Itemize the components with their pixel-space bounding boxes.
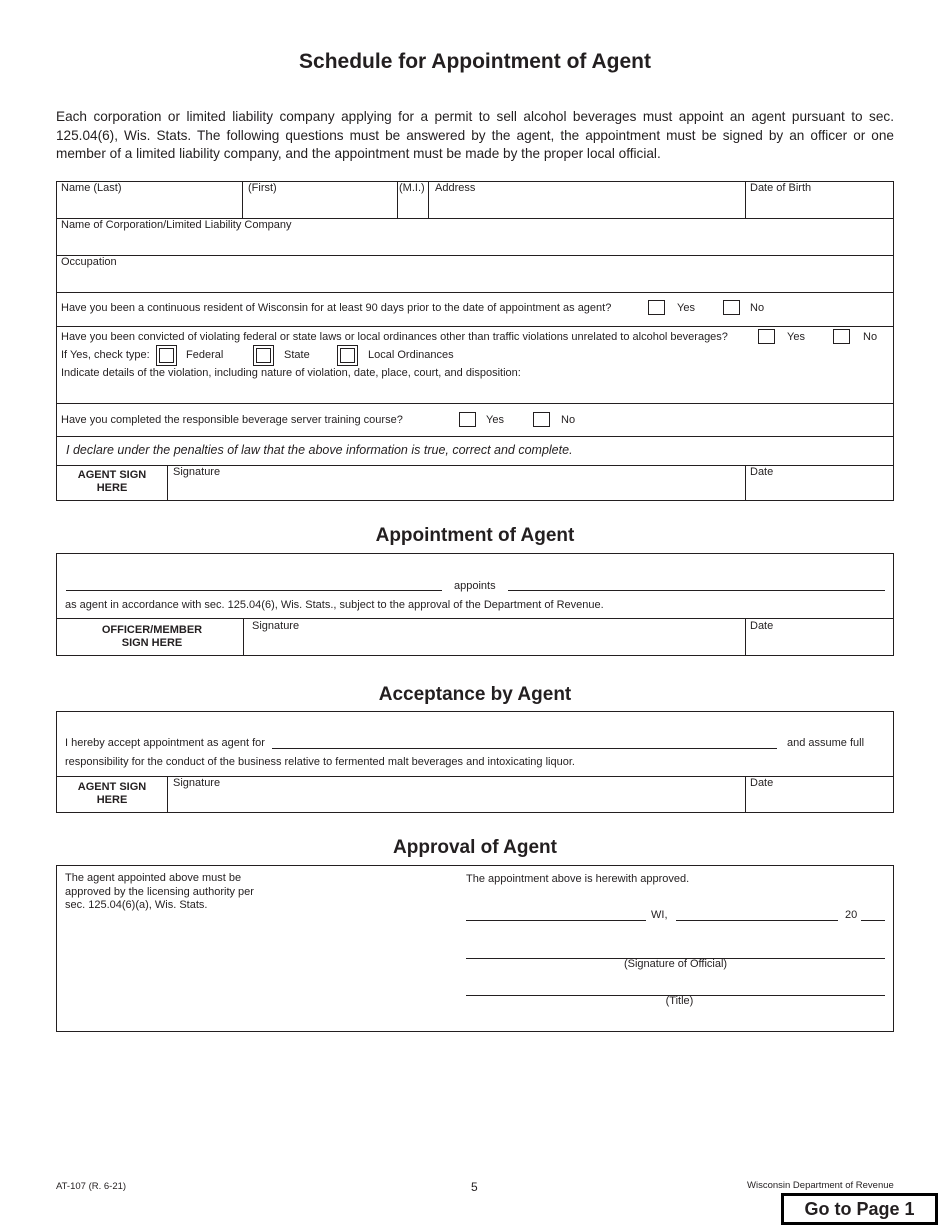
training-question: Have you completed the responsible beverage server training course? — [61, 414, 403, 426]
convicted-yes-checkbox[interactable] — [758, 329, 775, 344]
resident-question: Have you been a continuous resident of Wisconsin for at least 90 days prior to the date of appointment as agent? — [61, 302, 612, 314]
wi-label: WI, — [651, 909, 668, 921]
acceptance-date-field[interactable]: Date — [750, 777, 774, 789]
training-no-checkbox[interactable] — [533, 412, 550, 427]
declaration-text: I declare under the penalties of law that the above information is true, correct and complete. — [66, 443, 573, 457]
occupation-field[interactable]: Occupation — [61, 256, 117, 268]
intro-paragraph: Each corporation or limited liability company applying for a permit to sell alcohol beverages must appoint an agent pursuant to sec. 125.04(6), Wis. Stats. The following questions must be answered by the agent, the appointment must be signed by an officer or one member of a limited liability company, and the appointment must be made by the proper local official. — [56, 109, 894, 161]
year-line[interactable] — [861, 920, 885, 921]
state-checkbox[interactable] — [253, 345, 274, 366]
appointment-text: as agent in accordance with sec. 125.04(6), Wis. Stats., subject to the approval of the Department of Revenue. — [65, 599, 604, 611]
acceptance-text-3: responsibility for the conduct of the business relative to fermented malt beverages and intoxicating liquor. — [65, 756, 575, 768]
convicted-no-checkbox[interactable] — [833, 329, 850, 344]
municipality-line[interactable] — [466, 920, 646, 921]
acceptance-heading: Acceptance by Agent — [378, 684, 572, 705]
approval-date-line[interactable] — [676, 920, 838, 921]
acceptance-agent-sign-label: AGENT SIGN HERE — [77, 781, 147, 806]
name-last-field[interactable]: Name (Last) — [61, 182, 122, 194]
officer-sign-here-label: OFFICER/MEMBER SIGN HERE — [101, 624, 203, 649]
date-of-birth-field[interactable]: Date of Birth — [750, 182, 812, 194]
department-name: Wisconsin Department of Revenue — [747, 1180, 894, 1191]
corporation-name-field[interactable]: Name of Corporation/Limited Liability Company — [61, 219, 292, 231]
convicted-no-label: No — [863, 331, 878, 343]
training-yes-checkbox[interactable] — [459, 412, 476, 427]
training-no-label: No — [561, 414, 576, 426]
federal-label: Federal — [186, 349, 224, 361]
resident-yes-label: Yes — [677, 302, 695, 314]
convicted-yes-label: Yes — [787, 331, 805, 343]
page-title: Schedule for Appointment of Agent — [299, 50, 651, 73]
violation-details-label[interactable]: Indicate details of the violation, including nature of violation, date, place, court, and disposition: — [61, 367, 521, 379]
resident-no-checkbox[interactable] — [723, 300, 740, 315]
agent-date-field[interactable]: Date — [750, 466, 774, 478]
address-field[interactable]: Address — [435, 182, 476, 194]
form-number: AT-107 (R. 6-21) — [56, 1181, 127, 1192]
resident-yes-checkbox[interactable] — [648, 300, 665, 315]
federal-checkbox[interactable] — [156, 345, 177, 366]
official-title-label: (Title) — [665, 995, 694, 1007]
agent-signature-field[interactable]: Signature — [173, 466, 221, 478]
official-signature-label: (Signature of Official) — [623, 958, 728, 970]
acceptance-text-2: and assume full — [787, 737, 865, 749]
page-number: 5 — [471, 1180, 478, 1194]
state-label: State — [284, 349, 310, 361]
appointing-corporation-line[interactable] — [66, 590, 442, 591]
local-ordinances-checkbox[interactable] — [337, 345, 358, 366]
appoints-label: appoints — [454, 580, 496, 592]
acceptance-signature-field[interactable]: Signature — [173, 777, 221, 789]
appointment-heading: Appointment of Agent — [375, 525, 575, 546]
officer-date-field[interactable]: Date — [750, 620, 774, 632]
year-prefix-label: 20 — [845, 909, 858, 921]
if-yes-label: If Yes, check type: — [61, 349, 150, 361]
name-mi-field[interactable]: (M.I.) — [399, 182, 425, 194]
approval-heading: Approval of Agent — [393, 837, 557, 858]
officer-signature-field[interactable]: Signature — [252, 620, 300, 632]
go-to-page-1-button[interactable]: Go to Page 1 — [781, 1193, 938, 1225]
approved-text: The appointment above is herewith approved. — [466, 873, 690, 885]
convicted-question: Have you been convicted of violating federal or state laws or local ordinances other than traffic violations unrelated to alcohol beverages? — [61, 331, 728, 343]
training-yes-label: Yes — [486, 414, 504, 426]
agent-sign-here-label: AGENT SIGN HERE — [77, 469, 147, 494]
acceptance-text-1: I hereby accept appointment as agent for — [65, 737, 265, 749]
resident-no-label: No — [750, 302, 765, 314]
approval-note: The agent appointed above must be approved by the licensing authority per sec. 125.04(6)(a), Wis. Stats. — [65, 872, 254, 911]
accepted-corporation-line[interactable] — [272, 748, 777, 749]
appointed-agent-line[interactable] — [508, 590, 885, 591]
name-first-field[interactable]: (First) — [248, 182, 277, 194]
local-ordinances-label: Local Ordinances — [368, 349, 454, 361]
